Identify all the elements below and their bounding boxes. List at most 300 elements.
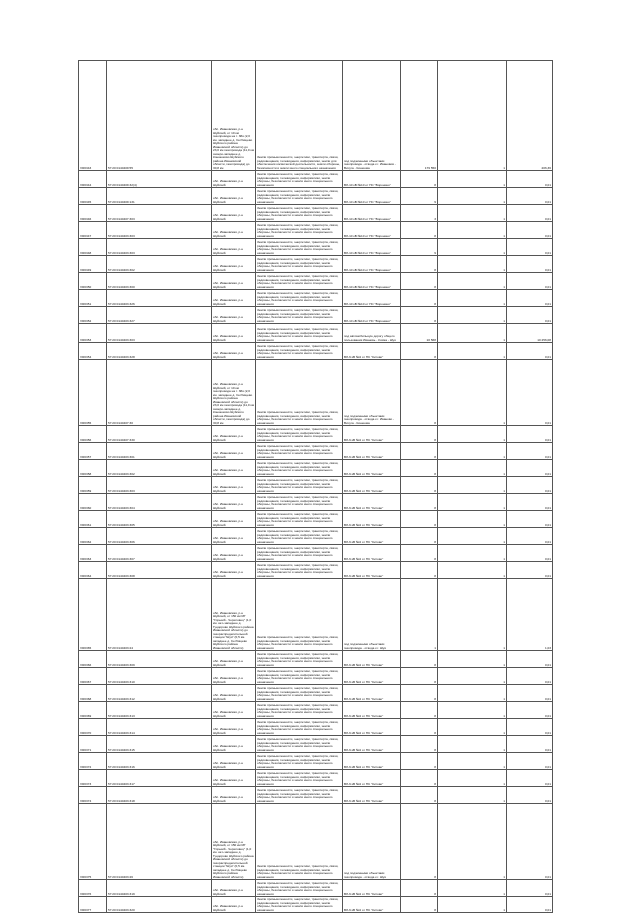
amount-cell: 0,01 [507,256,553,273]
value-cell: 1 [438,324,507,343]
table-row [79,426,553,443]
object-cell: ВЛ-6 кВ №4 от ПС "Китово" [343,511,401,528]
amount-cell: 0,01 [507,443,553,460]
area-cell: 8 [401,273,438,290]
area-cell: 8 [401,562,438,579]
area-cell: 9 [401,239,438,256]
land-category-cell: Земли промышленности, энергетики, транспорта, связи, радиовещания, телевидения, информатики, земли обороны, безопасности и земли иного специального назначения [256,205,343,222]
cadastral-number-cell: 57:20:0140407:303 [107,205,212,222]
row-id-cell: VR0367 [79,668,107,685]
land-category-cell: Земли промышленности, энергетики, транспорта, связи, радиовещания, телевидения, информатики, земли обороны, безопасности и земли иного специального назначения [256,685,343,702]
area-cell: 8 [401,511,438,528]
land-category-cell: Земли промышленности, энергетики, транспорта, связи, радиовещания, телевидения, информатики, земли обороны, безопасности и земли иного специального назначения [256,719,343,736]
area-cell: 8 [401,736,438,753]
table-row [79,702,553,719]
object-cell: ВЛ-6 кВ №4 от ПС "Китово" [343,545,401,562]
table-row [79,360,553,426]
object-cell: ВЛ-10 кВ №10 от ПС "Воронино" [343,290,401,307]
amount-cell: 0,01 [507,239,553,256]
row-id-cell: VR0370 [79,719,107,736]
object-cell: ВЛ-10 кВ №10 от ПС "Воронино" [343,256,401,273]
area-cell: 8 [401,171,438,188]
object-cell: ВЛ-6 кВ №4 от ПС "Китово" [343,770,401,787]
address-cell: обл. Ивановская, р-н Шуйский [212,273,256,290]
area-cell: 1 [401,579,438,651]
amount-cell: 0,01 [507,205,553,222]
area-cell: 179 550 [401,61,438,171]
table-row [79,804,553,880]
object-cell: ВЛ-10 кВ №10 от ПС "Воронино" [343,222,401,239]
value-cell: 1 [438,770,507,787]
value-cell: 1 [438,719,507,736]
cadastral-number-cell: 57:20:0140403:313 [107,702,212,719]
area-cell: 8 [401,343,438,360]
object-cell: ВЛ-6 кВ №4 от ПС "Китово" [343,651,401,668]
table-row [79,307,553,324]
land-category-cell: Земли промышленности, энергетики, транспорта, связи, радиовещания, телевидения, информатики, земли обороны, безопасности и земли иного специального назначения [256,171,343,188]
land-category-cell: Земли промышленности, энергетики, транспорта, связи, радиовещания, телевидения, информатики, земли обороны, безопасности и земли иного специального назначения [256,511,343,528]
land-category-cell: Земли промышленности, энергетики, транспорта, связи, радиовещания, телевидения, информатики, земли обороны, безопасности и земли иного специального назначения [256,290,343,307]
amount-cell: 1,03 [507,579,553,651]
amount-cell: 0,01 [507,222,553,239]
value-cell: 1 [438,426,507,443]
address-cell: обл. Ивановская, р-н Шуйский [212,787,256,804]
row-id-cell: VR0343 [79,61,107,171]
address-cell: обл. Ивановская, р-н Шуйский [212,307,256,324]
row-id-cell: VR0348 [79,239,107,256]
object-cell: ВЛ-6 кВ №4 от ПС "Китово" [343,753,401,770]
object-cell: ВЛ-10 кВ №10 от ПС "Воронино" [343,188,401,205]
object-cell: ВЛ-10 кВ №10 от ПС "Воронино" [343,273,401,290]
value-cell: 1 [438,360,507,426]
value-cell: 1 [438,702,507,719]
value-cell: 1 [438,685,507,702]
cadastral-number-cell: 57:20:0140403:308 [107,562,212,579]
amount-cell: 0,01 [507,343,553,360]
table-row [79,668,553,685]
amount-cell: 0,01 [507,528,553,545]
amount-cell: 0,01 [507,307,553,324]
cadastral-number-cell: 57:20:0140403:301 [107,443,212,460]
address-cell: обл. Ивановская, р-н Шуйский, от 10 км газопровода на т. 38я (2,0 км. западнее д. Сегбищево Шуйского района Ивановской области) до 23,0 км газопровода (11,0 км северо-западнее д. Конюшково Шуйского района Ивановской области, газопровода) до 30,8 км [212,61,256,171]
cadastral-number-cell: 57:20:0140403:303 [107,477,212,494]
amount-cell: 0,01 [507,787,553,804]
value-cell: 1 [438,804,507,880]
value-cell: 1 [438,290,507,307]
object-cell: ВЛ-6 кВ №4 от ПС "Китово" [343,736,401,753]
cadastral-number-cell: 57:20:0140407:330 [107,426,212,443]
row-id-cell: VR0350 [79,273,107,290]
cadastral-number-cell: 57:20:0140403:302 [107,460,212,477]
amount-cell: 0,01 [507,668,553,685]
row-id-cell: VR0373 [79,770,107,787]
object-cell: под подземными объектами газопровода - отвода к г. Шуя [343,579,401,651]
address-cell: обл. Ивановская, р-н Шуйский [212,256,256,273]
table-row [79,719,553,736]
object-cell: ВЛ-6 кВ №4 от ПС "Китово" [343,562,401,579]
row-id-cell: VR0375 [79,804,107,880]
area-cell: 3 [401,205,438,222]
row-id-cell: VR0347 [79,222,107,239]
object-cell: ВЛ-6 кВ №4 от ПС "Китово" [343,685,401,702]
object-cell: под подземными объектами газопровода - отвода к г. Ивановов - Вичуга - Кинешма [343,61,401,171]
land-category-cell: Земли промышленности, энергетики, транспорта, связи, радиовещания, телевидения, информатики, земли обороны, безопасности и земли иного специального назначения [256,477,343,494]
cadastral-number-cell: 57:20:0140403:319 [107,880,212,897]
address-cell: обл. Ивановская, р-н Шуйский [212,477,256,494]
row-id-cell: VR0374 [79,787,107,804]
amount-cell: 0,01 [507,360,553,426]
land-category-cell: Земли промышленности, энергетики, транспорта, связи, радиовещания, телевидения, информатики, земли обороны, безопасности и земли иного специального назначения [256,222,343,239]
address-cell: обл. Ивановская, р-н Шуйский, от 150 км МГ "Горький - Череповец" (1,0 км. юго-западнее д. Гундорово Шуйского района Ивановской области) до газораспределительной станции "Шуя" (0,5 км. западнее д. Сегбищево Шуйского района Ивановской области) [212,804,256,880]
table-row [79,61,553,171]
amount-cell: 0,01 [507,273,553,290]
land-category-cell: Земли промышленности, энергетики, транспорта, связи, радиовещания, телевидения, информатики, земли для обеспечения космической деятельности, земли обороны, безопасности и земли иного специального назначения [256,61,343,171]
amount-cell: 0,01 [507,426,553,443]
address-cell: обл. Ивановская, р-н Шуйский [212,205,256,222]
row-id-cell: VR0368 [79,685,107,702]
table-row [79,753,553,770]
value-cell: 1 [438,880,507,897]
cadastral-number-cell: 57:20:0140403:317 [107,770,212,787]
table-row [79,562,553,579]
cadastral-number-cell: 57:20:0140403:309 [107,651,212,668]
address-cell: обл. Ивановская, р-н Шуйский, от 150 км МГ "Горький - Череповец" (1,0 км. юго-западнее д. Гундорово Шуйского района Ивановской области) до газораспределительной станции "Шуя" (0,5 км. западнее д. Сегбищево Шуйского района Ивановской области) [212,579,256,651]
land-category-cell: Земли промышленности, энергетики, транспорта, связи, радиовещания, телевидения, информатики, земли обороны, безопасности и земли иного специального назначения [256,736,343,753]
object-cell: под подземными объектами газопровода - отвода к г. Иваново - Вичуга - Кинешма [343,360,401,426]
table-row [79,787,553,804]
amount-cell: 0,01 [507,545,553,562]
address-cell: обл. Ивановская, р-н Шуйский [212,188,256,205]
area-cell: 8 [401,719,438,736]
address-cell: обл. Ивановская, р-н Шуйский [212,528,256,545]
area-cell: 8 [401,804,438,880]
area-cell: 8 [401,494,438,511]
value-cell: 1 [438,171,507,188]
row-id-cell: VR0356 [79,426,107,443]
table-row [79,290,553,307]
area-cell: 8 [401,668,438,685]
amount-cell: 206,36 [507,61,553,171]
row-id-cell: VR0369 [79,702,107,719]
address-cell: обл. Ивановская, р-н Шуйский [212,494,256,511]
table-row [79,460,553,477]
object-cell: ВЛ-6 кВ №4 от ПС "Китово" [343,702,401,719]
area-cell: 10 568 [401,324,438,343]
table-row [79,443,553,460]
land-category-cell: Земли промышленности, энергетики, транспорта, связи, радиовещания, телевидения, информатики, земли обороны, безопасности и земли иного специального назначения [256,668,343,685]
area-cell: 8 [401,528,438,545]
address-cell: обл. Ивановская, р-н Шуйский [212,736,256,753]
row-id-cell: VR0351 [79,290,107,307]
value-cell: 1 [438,61,507,171]
land-category-cell: Земли промышленности, энергетики, транспорта, связи, радиовещания, телевидения, информатики, земли обороны, безопасности и земли иного специального назначения [256,528,343,545]
row-id-cell: VR0372 [79,753,107,770]
object-cell: ВЛ-10 кВ №10 от ПС "Воронино" [343,239,401,256]
value-cell: 1 [438,188,507,205]
land-category-cell: Земли промышленности, энергетики, транспорта, связи, радиовещания, телевидения, информатики, земли обороны, безопасности и земли иного специального назначения [256,188,343,205]
amount-cell: 0,01 [507,736,553,753]
address-cell: обл. Ивановская, р-н Шуйский [212,702,256,719]
land-category-cell: Земли промышленности, энергетики, транспорта, связи, радиовещания, телевидения, информатики, земли обороны, безопасности и земли иного специального назначения [256,804,343,880]
address-cell: обл. Ивановская, р-н Шуйский [212,545,256,562]
table-body [79,61,553,913]
cadastral-number-cell: 57:20:0140403:302 [107,256,212,273]
object-cell: ВЛ-6 кВ №4 от ПС "Китово" [343,880,401,897]
address-cell: обл. Ивановская, р-н Шуйский [212,753,256,770]
value-cell: 1 [438,256,507,273]
area-cell: 8 [401,360,438,426]
row-id-cell: VR0359 [79,477,107,494]
area-cell: 8 [401,307,438,324]
table-row [79,494,553,511]
row-id-cell: VR0363 [79,545,107,562]
row-id-cell: VR0366 [79,651,107,668]
area-cell: 8 [401,426,438,443]
object-cell: ВЛ-6 кВ №4 от ПС "Китово" [343,528,401,545]
amount-cell: 0,01 [507,880,553,897]
area-cell: 8 [401,545,438,562]
amount-cell: 0,01 [507,290,553,307]
address-cell: обл. Ивановская, р-н Шуйский [212,511,256,528]
amount-cell: 0,01 [507,651,553,668]
table-row [79,256,553,273]
cadastral-number-cell: 57:20:0140403:303 [107,324,212,343]
cadastral-number-cell: 57:20:0140403:328 [107,343,212,360]
row-id-cell: VR0345 [79,188,107,205]
table-row [79,477,553,494]
value-cell: 1 [438,477,507,494]
object-cell: ВЛ-6 кВ №4 от ПС "Китово" [343,787,401,804]
table-row [79,880,553,897]
cadastral-number-cell: 57:20:0140403:300 [107,273,212,290]
table-row [79,171,553,188]
address-cell: обл. Ивановская, р-н Шуйский [212,880,256,897]
amount-cell: 0,01 [507,477,553,494]
row-id-cell: VR0344 [79,171,107,188]
area-cell: 8 [401,256,438,273]
area-cell: 8 [401,897,438,913]
land-category-cell: Земли промышленности, энергетики, транспорта, связи, радиовещания, телевидения, информатики, земли обороны, безопасности и земли иного специального назначения [256,426,343,443]
amount-cell: 0,01 [507,719,553,736]
land-category-cell: Земли промышленности, энергетики, транспорта, связи, радиовещания, телевидения, информатики, земли обороны, безопасности и земли иного специального назначения [256,651,343,668]
cadastral-number-cell: 57:20:0140403:327 [107,307,212,324]
address-cell: обл. Ивановская, р-н Шуйский [212,685,256,702]
value-cell: 1 [438,222,507,239]
cadastral-number-cell: 57:20:0140409:55 [107,61,212,171]
area-cell: 9 [401,188,438,205]
cadastral-number-cell: 57:20:0140403:318 [107,787,212,804]
land-category-cell: Земли промышленности, энергетики, транспорта, связи, радиовещания, телевидения, информатики, земли обороны, безопасности и земли иного специального назначения [256,880,343,897]
area-cell: 8 [401,685,438,702]
row-id-cell: VR0357 [79,443,107,460]
value-cell: 1 [438,579,507,651]
land-category-cell: Земли промышленности, энергетики, транспорта, связи, радиовещания, телевидения, информатики, земли обороны, безопасности и земли иного специального назначения [256,770,343,787]
cadastral-number-cell: 57:20:0140403:26 [107,804,212,880]
cadastral-number-cell: 57:20:0140403:312 [107,685,212,702]
table-row [79,528,553,545]
cadastral-number-cell: 57:20:0140409:131 [107,188,212,205]
address-cell: обл. Ивановская, р-н Шуйский [212,460,256,477]
cadastral-number-cell: 57:20:0140403:24 [107,579,212,651]
amount-cell: 0,01 [507,804,553,880]
value-cell: 1 [438,897,507,913]
cadastral-number-cell: 57:20:0140403:314 [107,719,212,736]
row-id-cell: VR0346 [79,205,107,222]
land-category-cell: Земли промышленности, энергетики, транспорта, связи, радиовещания, телевидения, информатики, земли обороны, безопасности и земли иного специального назначения [256,562,343,579]
object-cell: под подземными объектами газопровода - отвода к г. Шуя [343,804,401,880]
address-cell: обл. Ивановская, р-н Шуйский [212,443,256,460]
area-cell: 8 [401,651,438,668]
table-row [79,579,553,651]
row-id-cell: VR0365 [79,579,107,651]
cadastral-number-cell: 57:20:0140403:306 [107,528,212,545]
value-cell: 1 [438,460,507,477]
address-cell: обл. Ивановская, р-н Шуйский [212,897,256,913]
area-cell: 8 [401,290,438,307]
value-cell: 1 [438,239,507,256]
row-id-cell: VR0349 [79,256,107,273]
address-cell: обл. Ивановская, р-н Шуйский [212,171,256,188]
land-category-cell: Земли промышленности, энергетики, транспорта, связи, радиовещания, телевидения, информатики, земли обороны, безопасности и земли иного специального назначения [256,256,343,273]
amount-cell: 0,01 [507,897,553,913]
value-cell: 1 [438,494,507,511]
land-category-cell: Земли промышленности, энергетики, транспорта, связи, радиовещания, телевидения, информатики, земли обороны, безопасности и земли иного специального назначения [256,897,343,913]
land-category-cell: Земли промышленности, энергетики, транспорта, связи, радиовещания, телевидения, информатики, земли обороны, безопасности и земли иного специального назначения [256,443,343,460]
address-cell: обл. Ивановская, р-н Шуйский [212,562,256,579]
object-cell: ВЛ-6 кВ №4 от ПС "Китово" [343,443,401,460]
table-row [79,222,553,239]
land-category-cell: Земли промышленности, энергетики, транспорта, связи, радиовещания, телевидения, информатики, земли обороны, безопасности и земли иного специального назначения [256,307,343,324]
land-category-cell: Земли промышленности, энергетики, транспорта, связи, радиовещания, телевидения, информатики, земли обороны, безопасности и земли иного специального назначения [256,787,343,804]
table-row [79,324,553,343]
value-cell: 1 [438,273,507,290]
amount-cell: 0,01 [507,562,553,579]
object-cell: ВЛ-10 кВ №10 от ПС "Воронино" [343,307,401,324]
value-cell: 1 [438,753,507,770]
object-cell: под автомобильную дорогу общего пользования Ивановь - Кохма - Шуя [343,324,401,343]
land-category-cell: Земли промышленности, энергетики, транспорта, связи, радиовещания, телевидения, информатики, земли обороны, безопасности и земли иного специального назначения [256,239,343,256]
land-category-cell: Земли промышленности, энергетики, транспорта, связи, радиовещания, телевидения, информатики, земли обороны, безопасности и земли иного специального назначения [256,494,343,511]
row-id-cell: VR0354 [79,343,107,360]
address-cell: обл. Ивановская, р-н Шуйский [212,426,256,443]
object-cell: ВЛ-6 кВ №4 от ПС "Китово" [343,719,401,736]
cadastral-number-cell: 57:20:0140403:326 [107,290,212,307]
document-page [78,60,552,913]
object-cell: ВЛ-6 кВ №4 от ПС "Китово" [343,477,401,494]
value-cell: 1 [438,443,507,460]
land-category-cell: Земли промышленности, энергетики, транспорта, связи, радиовещания, телевидения, информатики, земли обороны, безопасности и земли иного специального назначения [256,324,343,343]
value-cell: 1 [438,668,507,685]
land-category-cell: Земли промышленности, энергетики, транспорта, связи, радиовещания, телевидения, информатики, земли обороны, безопасности и земли иного специального назначения [256,360,343,426]
address-cell: обл. Ивановская, р-н Шуйский [212,222,256,239]
object-cell: ВЛ-6 кВ №4 от ПС "Китово" [343,426,401,443]
table-row [79,736,553,753]
table-row [79,273,553,290]
land-category-cell: Земли промышленности, энергетики, транспорта, связи, радиовещания, телевидения, информатики, земли обороны, безопасности и земли иного специального назначения [256,579,343,651]
table-row [79,651,553,668]
row-id-cell: VR0361 [79,511,107,528]
object-cell: ВЛ-6 кВ №4 от ПС "Китово" [343,897,401,913]
table-row [79,511,553,528]
land-plots-table [78,60,553,913]
row-id-cell: VR0377 [79,897,107,913]
value-cell: 1 [438,787,507,804]
object-cell: ВЛ-6 кВ №4 от ПС "Китово" [343,494,401,511]
cadastral-number-cell: 57:20:0140403:315 [107,736,212,753]
address-cell: обл. Ивановская, р-н Шуйский [212,239,256,256]
area-cell: 8 [401,443,438,460]
amount-cell: 0,01 [507,188,553,205]
address-cell: обл. Ивановская, р-н Шуйский [212,651,256,668]
address-cell: обл. Ивановская, р-н Шуйский [212,719,256,736]
row-id-cell: VR0353 [79,324,107,343]
area-cell: 8 [401,880,438,897]
address-cell: обл. Ивановская, р-н Шуйский [212,770,256,787]
cadastral-number-cell: 57:20:0140407:30 [107,360,212,426]
table-row [79,685,553,702]
amount-cell: 0,01 [507,702,553,719]
table-row [79,188,553,205]
value-cell: 1 [438,205,507,222]
row-id-cell: VR0355 [79,360,107,426]
row-id-cell: VR0358 [79,460,107,477]
table-row [79,205,553,222]
address-cell: обл. Ивановская, р-н Шуйский [212,324,256,343]
row-id-cell: VR0371 [79,736,107,753]
land-category-cell: Земли промышленности, энергетики, транспорта, связи, радиовещания, телевидения, информатики, земли обороны, безопасности и земли иного специального назначения [256,545,343,562]
land-category-cell: Земли промышленности, энергетики, транспорта, связи, радиовещания, телевидения, информатики, земли обороны, безопасности и земли иного специального назначения [256,753,343,770]
value-cell: 1 [438,545,507,562]
value-cell: 1 [438,307,507,324]
address-cell: обл. Ивановская, р-н Шуйский [212,290,256,307]
cadastral-number-cell: 57:20:0140403:305 [107,511,212,528]
cadastral-number-cell: 57:20:0140403:316 [107,753,212,770]
value-cell: 1 [438,736,507,753]
table-row [79,343,553,360]
cadastral-number-cell: 57:20:0140403:303 [107,222,212,239]
land-category-cell: Земли промышленности, энергетики, транспорта, связи, радиовещания, телевидения, информатики, земли обороны, безопасности и земли иного специального назначения [256,273,343,290]
value-cell: 1 [438,343,507,360]
address-cell: обл. Ивановская, р-н Шуйский, от 10 км газопровода на т. 38я (2,0 км. западнее д. Сегбищево Шуйского района Ивановской области) до 23,0 км газопровода (11,0 км северо-западнее д. Конюшково Шуйского района Ивановской области, газопровода) до 30,8 км [212,360,256,426]
area-cell: 8 [401,460,438,477]
land-category-cell: Земли промышленности, энергетики, транспорта, связи, радиовещания, телевидения, информатики, земли обороны, безопасности и земли иного специального назначения [256,460,343,477]
row-id-cell: VR0352 [79,307,107,324]
area-cell: 8 [401,753,438,770]
amount-cell: 0,01 [507,770,553,787]
cadastral-number-cell: 57:20:0140403:307 [107,545,212,562]
object-cell: ВЛ-10 кВ №10 от ПС "Воронино" [343,205,401,222]
row-id-cell: VR0376 [79,880,107,897]
land-category-cell: Земли промышленности, энергетики, транспорта, связи, радиовещания, телевидения, информатики, земли обороны, безопасности и земли иного специального назначения [256,343,343,360]
object-cell: ВЛ-6 кВ №4 от ПС "Китово" [343,343,401,360]
area-cell: 8 [401,787,438,804]
object-cell: ВЛ-6 кВ №4 от ПС "Китово" [343,460,401,477]
row-id-cell: VR0360 [79,494,107,511]
value-cell: 1 [438,562,507,579]
value-cell: 1 [438,511,507,528]
row-id-cell: VR0364 [79,562,107,579]
object-cell: ВЛ-6 кВ №4 от ПС "Китово" [343,668,401,685]
cadastral-number-cell: 57:20:0140403:310 [107,668,212,685]
address-cell: обл. Ивановская, р-н Шуйский [212,668,256,685]
amount-cell: 0,01 [507,460,553,477]
land-category-cell: Земли промышленности, энергетики, транспорта, связи, радиовещания, телевидения, информатики, земли обороны, безопасности и земли иного специального назначения [256,702,343,719]
area-cell: 8 [401,222,438,239]
row-id-cell: VR0362 [79,528,107,545]
cadastral-number-cell: 57:20:0140409:32(4) [107,171,212,188]
object-cell: ВЛ-10 кВ №10 от ПС "Воронино" [343,171,401,188]
amount-cell: 0,01 [507,171,553,188]
